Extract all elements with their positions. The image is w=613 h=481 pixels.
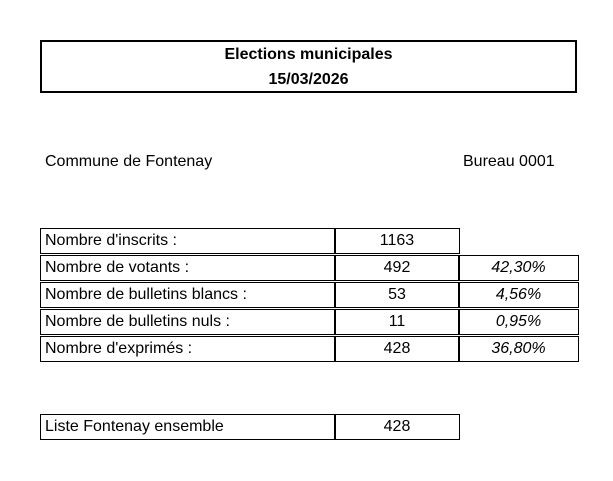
row-label: Nombre d'inscrits : <box>40 228 336 254</box>
row-value: 428 <box>334 336 460 362</box>
row-label: Nombre de bulletins blancs : <box>40 282 336 308</box>
row-value: 11 <box>334 309 460 335</box>
list-name: Liste Fontenay ensemble <box>40 414 336 440</box>
row-label: Nombre de bulletins nuls : <box>40 309 336 335</box>
row-value: 1163 <box>334 228 460 254</box>
title-box <box>40 40 577 93</box>
row-label: Nombre de votants : <box>40 255 336 281</box>
row-value: 492 <box>334 255 460 281</box>
row-label: Nombre d'exprimés : <box>40 336 336 362</box>
row-percentage: 36,80% <box>458 336 579 362</box>
row-percentage: 42,30% <box>458 255 579 281</box>
row-value: 53 <box>334 282 460 308</box>
row-percentage: 4,56% <box>458 282 579 308</box>
row-percentage: 0,95% <box>458 309 579 335</box>
document-title: Elections municipales <box>224 45 393 63</box>
list-votes: 428 <box>334 414 460 440</box>
bureau-number: Bureau 0001 <box>463 153 555 170</box>
election-date: 15/03/2026 <box>268 70 349 88</box>
commune-name: Commune de Fontenay <box>45 153 213 170</box>
